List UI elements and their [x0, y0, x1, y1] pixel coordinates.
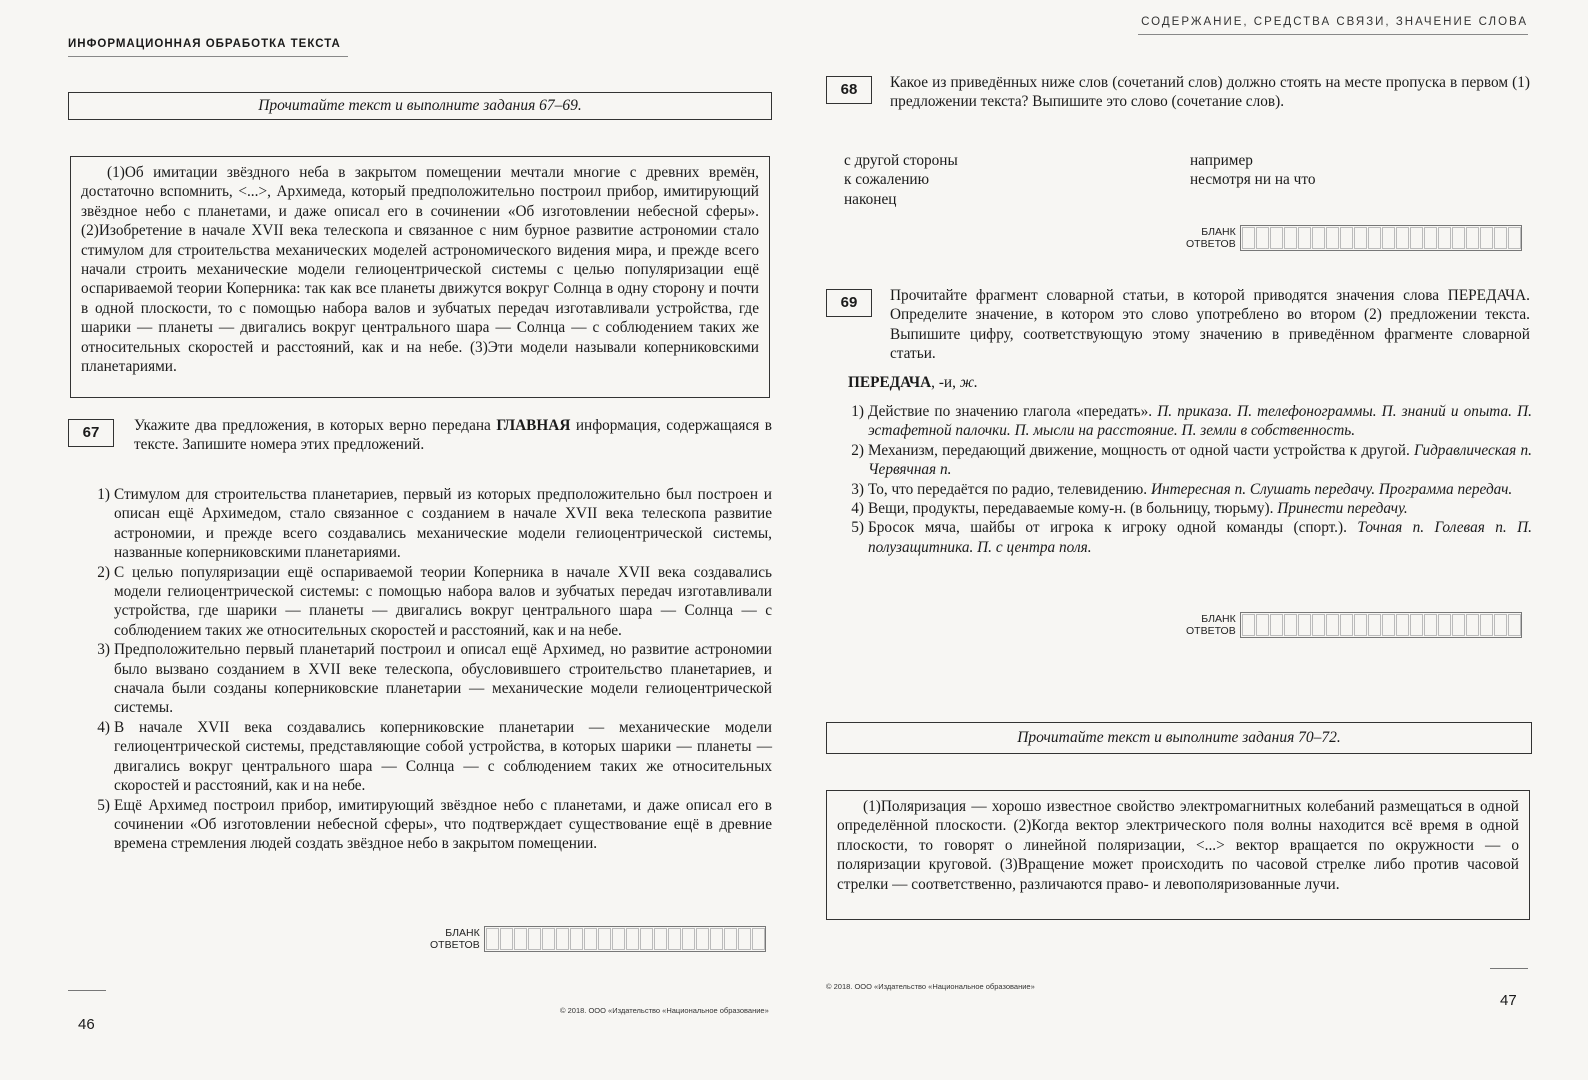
answer-cell[interactable]: [1438, 227, 1451, 249]
answer-cell[interactable]: [570, 928, 583, 950]
answer-cell[interactable]: [1326, 614, 1339, 636]
entry-number: 1): [851, 403, 864, 420]
answer-cell[interactable]: [1298, 227, 1311, 249]
question-number-67: 67: [68, 419, 114, 447]
answer-cell[interactable]: [710, 928, 723, 950]
entry-number: 5): [851, 519, 864, 537]
answer-cell[interactable]: [1242, 614, 1255, 636]
entry-definition: Механизм, передающий движение, мощность от одной части устройства к другой.: [868, 441, 1415, 459]
answer-cell[interactable]: [612, 928, 625, 950]
dictionary-headline: [848, 373, 1530, 392]
entry-examples: Интересная п. Слушать передачу. Программа передач.: [1150, 480, 1513, 498]
q67-option-5: [88, 796, 772, 854]
answer-cell[interactable]: [514, 928, 527, 950]
answer-cell[interactable]: [1494, 227, 1507, 249]
option-number: 3): [97, 641, 110, 659]
answer-field-68[interactable]: [1186, 225, 1522, 251]
answer-cell[interactable]: [1284, 614, 1297, 636]
page-number-left: 46: [78, 1016, 95, 1033]
answer-cell[interactable]: [1312, 614, 1325, 636]
entry-definition: Бросок мяча, шайбы от игрока к игроку одной команды (спорт.).: [868, 519, 1358, 537]
answer-cell[interactable]: [724, 928, 737, 950]
answer-cell[interactable]: [1480, 614, 1493, 636]
answer-cell[interactable]: [1396, 614, 1409, 636]
q67-option-4: [88, 718, 772, 796]
answer-cell[interactable]: [1340, 614, 1353, 636]
entry-number: 3): [851, 480, 864, 498]
q67-option-2: [88, 563, 772, 641]
answer-field-67[interactable]: [430, 926, 766, 952]
answer-cell[interactable]: [500, 928, 513, 950]
answer-cell[interactable]: [696, 928, 709, 950]
word-option: например: [1190, 152, 1253, 169]
answer-cell[interactable]: [1508, 227, 1521, 249]
question-69-text: Прочитайте фрагмент словарной статьи, в которой приводятся значения слова ПЕРЕДАЧА. Определите значение, в котором это слово употреблено во втором (2) предложении текста. Выпишите цифру, соответствующую этому значению в приведённом фрагменте словарной статьи.: [890, 287, 1530, 363]
word-option: наконец: [844, 190, 897, 208]
answer-cell[interactable]: [1270, 227, 1283, 249]
dictionary-entry-3: [842, 480, 1532, 499]
question-number-69: 69: [826, 289, 872, 317]
answer-label: БЛАНК ОТВЕТОВ: [1186, 226, 1236, 250]
q67-text-after: информация, содержащаяся в тексте. Запишите номера этих предложений.: [134, 417, 772, 454]
entry-body: [868, 518, 1532, 557]
answer-label: БЛАНК ОТВЕТОВ: [1186, 613, 1236, 637]
option-text: Стимулом для строительства планетариев, первый из которых предположительно был построен и описан ещё Архимедом, стало связанное с созданием в начале XVII века телескопа развитие астрономии, и прежде всего создавались механические модели гелиоцентрической системы, названные коперниковскими планетариями.: [114, 486, 772, 562]
entry-examples: Гидравлическая п. Червячная п.: [868, 441, 1532, 479]
answer-cell[interactable]: [486, 928, 499, 950]
word-option: с другой стороны: [844, 152, 958, 169]
q67-options: [88, 485, 772, 854]
instruction-67-69: Прочитайте текст и выполните задания 67–69.: [68, 92, 772, 120]
answer-label: БЛАНК ОТВЕТОВ: [430, 927, 480, 951]
answer-cell[interactable]: [1242, 227, 1255, 249]
answer-cell[interactable]: [1298, 614, 1311, 636]
answer-cell[interactable]: [1508, 614, 1521, 636]
answer-cell[interactable]: [1396, 227, 1409, 249]
headword-tail: , -и,: [931, 374, 960, 391]
answer-cell[interactable]: [1326, 227, 1339, 249]
answer-cell[interactable]: [1410, 227, 1423, 249]
answer-cell[interactable]: [1424, 614, 1437, 636]
copyright-right: © 2018. ООО «Издательство «Национальное образование»: [826, 982, 1035, 991]
entry-definition: Действие по значению глагола «передать».: [868, 403, 1158, 420]
question-68-text: Какое из приведённых ниже слов (сочетаний слов) должно стоять на месте пропуска в первом (1) предложении текста? Выпишите это слово (сочетание слов).: [890, 74, 1530, 111]
answer-cell[interactable]: [1312, 227, 1325, 249]
answer-cell[interactable]: [1452, 614, 1465, 636]
answer-cell[interactable]: [584, 928, 597, 950]
headword-gender: ж.: [959, 374, 978, 391]
answer-cell[interactable]: [668, 928, 681, 950]
answer-cell[interactable]: [1466, 614, 1479, 636]
q67-emphasis: ГЛАВНАЯ: [496, 417, 571, 434]
entry-body: [868, 499, 1532, 518]
entry-body: [868, 402, 1532, 441]
q67-option-3: [88, 640, 772, 718]
entry-body: [868, 480, 1532, 499]
entry-examples: Принести передачу.: [1277, 500, 1408, 518]
option-number: 4): [97, 718, 110, 736]
question-number-68: 68: [826, 76, 872, 104]
answer-cell[interactable]: [1480, 227, 1493, 249]
entry-number: 4): [851, 500, 864, 518]
word-options-col1: [844, 151, 1174, 209]
answer-cell[interactable]: [1424, 227, 1437, 249]
entry-definition: Вещи, продукты, передаваемые кому-н. (в больницу, тюрьму).: [868, 500, 1278, 518]
dictionary-headword: ПЕРЕДАЧА: [848, 374, 932, 391]
answer-cell[interactable]: [752, 928, 765, 950]
answer-cell[interactable]: [1382, 614, 1395, 636]
source-text-box: [70, 156, 770, 398]
answer-cell[interactable]: [1256, 227, 1269, 249]
entry-examples: Точная п. Голевая п. П. полузащитника. П. с центра поля.: [868, 519, 1533, 556]
page-number-right: 47: [1500, 992, 1517, 1009]
answer-field-69[interactable]: [1186, 612, 1522, 638]
dictionary-entry-2: [842, 441, 1532, 480]
answer-cell[interactable]: [1494, 614, 1507, 636]
answer-cell[interactable]: [640, 928, 653, 950]
option-number: 1): [97, 486, 110, 503]
answer-cell[interactable]: [542, 928, 555, 950]
q67-option-1: [88, 485, 772, 563]
word-options-col2: [1190, 151, 1520, 190]
answer-cell[interactable]: [1270, 614, 1283, 636]
option-text: Предположительно первый планетарий построил и описал ещё Архимед, но развитие астрономии было вызвано созданием в XVII веке телескопа, обусловившего строительство планетариев, и сначала были созданы коперниковские планетарии — механические модели гелиоцентрической системы.: [114, 641, 772, 717]
answer-cell[interactable]: [1368, 614, 1381, 636]
dictionary-entry-4: [842, 499, 1532, 518]
source-text: (1)Об имитации звёздного неба в закрытом помещении мечтали многие с древних времён, достаточно вспомнить, <...>, Архимеда, который предположительно построил прибор, имитирующий звёздное небо с планетами, и даже описал его в сочинении «Об изготовлении небесной сферы». (2)Изобретение в начале XVII века телескопа и связанное с ним бурное развитие астрономии стало стимулом для строительства механических моделей астрономического видения мира, и прежде всего начали строить механические модели гелиоцентрической системы с целью популяризации ещё оспариваемой теории Коперника: так как все планеты движутся вокруг Солнца в одну сторону и почти в одной плоскости, то с помощью набора валов и зубчатых передач изготавливали устройства, где шарики — планеты — двигались вокруг центрального шара — Солнца — с соблюдением таких же относительных скоростей и расстояний, как и на небе. (3)Эти модели называли коперниковскими планетариями.: [81, 164, 759, 376]
option-number: 5): [97, 796, 110, 814]
answer-cell[interactable]: [1284, 227, 1297, 249]
answer-cell[interactable]: [1382, 227, 1395, 249]
instruction-70-72: Прочитайте текст и выполните задания 70–72.: [826, 722, 1532, 754]
answer-cell[interactable]: [1452, 227, 1465, 249]
answer-cell[interactable]: [1368, 227, 1381, 249]
entry-examples: П. приказа. П. телефонограммы. П. знаний и опыта. П. эстафетной палочки. П. мысли на расстояние. П. земли в собственность.: [868, 403, 1532, 440]
option-text: Ещё Архимед построил прибор, имитирующий звёздное небо с планетами, и даже описал его в сочинении «Об изготовлении небесной сферы», что подтверждает существование ещё в древние времена стремления людей создать звёздное небо в закрытом помещении.: [114, 796, 772, 853]
entry-number: 2): [851, 441, 864, 459]
option-text: С целью популяризации ещё оспариваемой теории Коперника в начале XVII века создавались модели гелиоцентрической системы: с помощью набора валов и зубчатых передач изготавливали устройства, где шарики — планеты — двигались вокруг центрального шара — Солнца — с соблюдением таких же относительных скоростей и расстояний, как и на небе.: [114, 563, 772, 639]
entry-definition: То, что передаётся по радио, телевидению.: [868, 480, 1151, 498]
answer-cells[interactable]: [484, 926, 766, 952]
answer-cells[interactable]: [1240, 225, 1522, 251]
source-text-2: (1)Поляризация — хорошо известное свойство электромагнитных колебаний размещаться в одной определённой плоскости. (2)Когда вектор электрического поля волны находится всё время в одной плоскости, то говорят о линейной поляризации, <...> вектор вращается по окружности — о поляризации круговой. (3)Вращение может происходить по часовой стрелке либо против часовой стрелки — соответственно, различаются право- и левополяризованные лучи.: [837, 798, 1519, 893]
word-option: несмотря ни на что: [1190, 171, 1316, 189]
answer-cell[interactable]: [1410, 614, 1423, 636]
answer-cell[interactable]: [1354, 614, 1367, 636]
option-number: 2): [97, 563, 110, 581]
right-running-header: СОДЕРЖАНИЕ, СРЕДСТВА СВЯЗИ, ЗНАЧЕНИЕ СЛОВА: [1138, 16, 1528, 35]
answer-cell[interactable]: [556, 928, 569, 950]
answer-cell[interactable]: [682, 928, 695, 950]
word-option: к сожалению: [844, 171, 930, 189]
answer-cell[interactable]: [528, 928, 541, 950]
dictionary-entry-1: [842, 402, 1532, 441]
source-text-box-2: [826, 790, 1530, 920]
answer-cell[interactable]: [1438, 614, 1451, 636]
answer-cell[interactable]: [1256, 614, 1269, 636]
footer-rule-right: [1490, 968, 1528, 969]
dictionary-entry-5: [842, 518, 1532, 557]
answer-cell[interactable]: [598, 928, 611, 950]
entry-body: [868, 441, 1532, 480]
answer-cell[interactable]: [1340, 227, 1353, 249]
footer-rule-left: [68, 990, 106, 991]
q67-text-before: Укажите два предложения, в которых верно передана: [134, 417, 497, 434]
answer-cell[interactable]: [738, 928, 751, 950]
answer-cell[interactable]: [654, 928, 667, 950]
option-text: В начале XVII века создавались коперниковские планетарии — механические модели гелиоцентрической системы, представляющие собой устройства, в которых шарики — планеты — двигались вокруг центрального шара — Солнца — с соблюдением таких же относительных скоростей и расстояний, как и на небе.: [114, 718, 772, 795]
dictionary-entries: [842, 402, 1532, 557]
left-running-header: ИНФОРМАЦИОННАЯ ОБРАБОТКА ТЕКСТА: [68, 38, 348, 57]
answer-cell[interactable]: [1354, 227, 1367, 249]
question-67-text: [134, 416, 772, 455]
answer-cells[interactable]: [1240, 612, 1522, 638]
copyright-left: © 2018. ООО «Издательство «Национальное образование»: [560, 1006, 769, 1015]
answer-cell[interactable]: [626, 928, 639, 950]
answer-cell[interactable]: [1466, 227, 1479, 249]
